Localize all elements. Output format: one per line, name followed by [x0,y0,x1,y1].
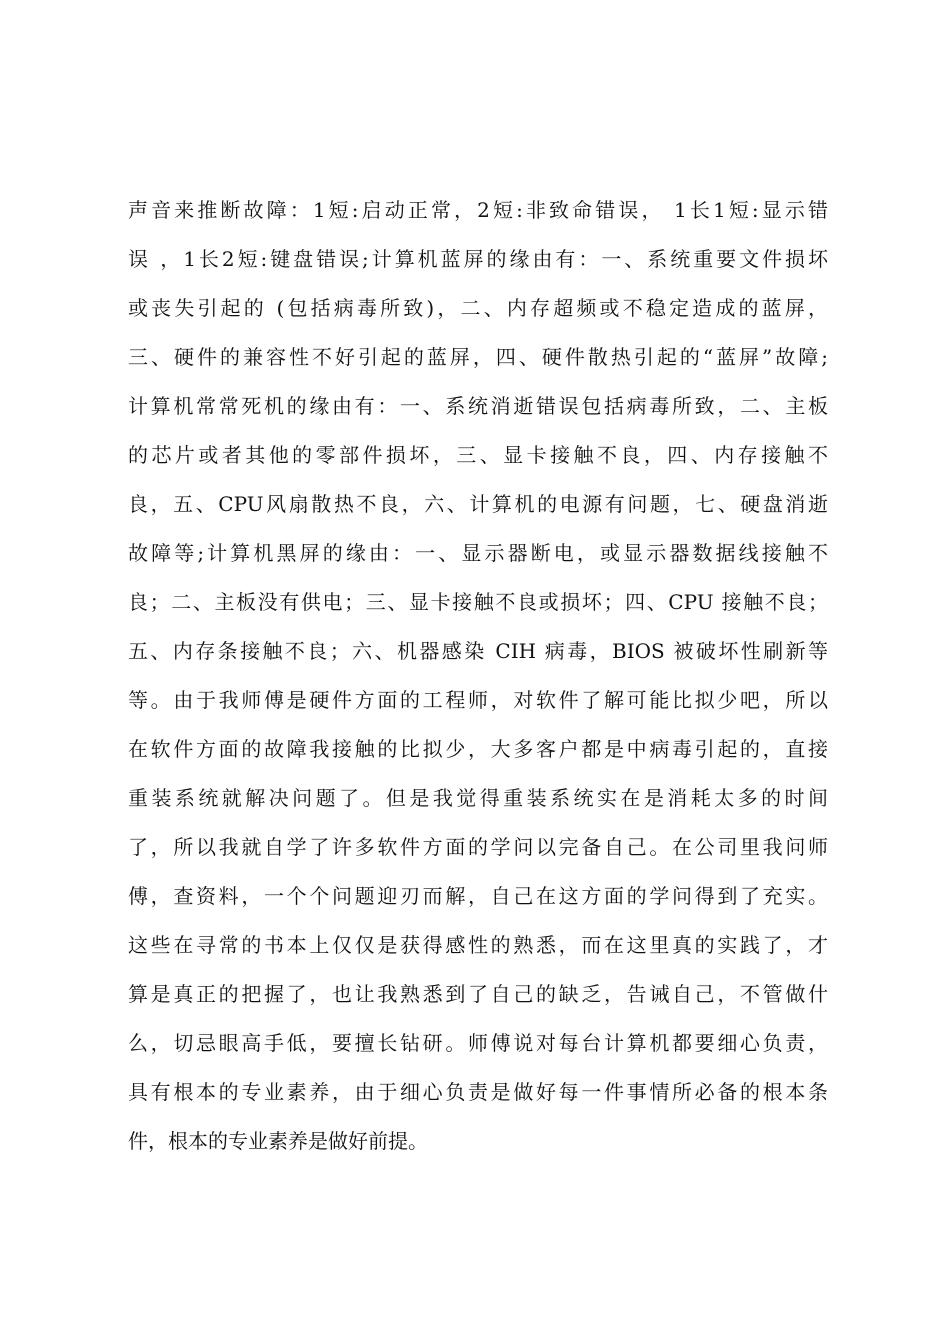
text-line: 计算机常常死机的缘由有：一、系统消逝错误包括病毒所致，二、主板 [128,394,828,418]
text-line: 在软件方面的故障我接触的比拟少，大多客户都是中病毒引起的，直接 [128,737,828,761]
text-line: 这些在寻常的书本上仅仅是获得感性的熟悉，而在这里真的实践了，才 [128,933,828,957]
text-line: 五、内存条接触不良；六、机器感染 CIH 病毒，BIOS 被破坏性刷新等 [128,639,828,663]
text-line: 件，根本的专业素养是做好前提。 [128,1129,428,1153]
text-line: 了，所以我就自学了许多软件方面的学问以完备自己。在公司里我问师 [128,835,828,859]
text-line: 故障等;计算机黑屏的缘由：一、显示器断电，或显示器数据线接触不 [128,541,828,565]
text-line: 三、硬件的兼容性不好引起的蓝屏，四、硬件散热引起的“蓝屏”故障; [128,345,828,369]
text-line: 良，五、CPU风扇散热不良，六、计算机的电源有问题，七、硬盘消逝 [128,492,828,516]
text-line: 傅，查资料，一个个问题迎刃而解，自己在这方面的学问得到了充实。 [128,884,828,908]
text-line: 重装系统就解决问题了。但是我觉得重装系统实在是消耗太多的时间 [128,786,828,810]
text-line: 等。由于我师傅是硬件方面的工程师，对软件了解可能比拟少吧，所以 [128,688,828,712]
text-line: 算是真正的把握了，也让我熟悉到了自己的缺乏，告诫自己，不管做什 [128,982,828,1006]
text-line: 声音来推断故障：1短:启动正常，2短:非致命错误， 1长1短:显示错 [128,198,828,222]
text-line: 误 ，1长2短:键盘错误;计算机蓝屏的缘由有：一、系统重要文件损坏 [128,247,828,271]
text-line: 么，切忌眼高手低，要擅长钻研。师傅说对每台计算机都要细心负责， [128,1031,828,1055]
text-line: 良；二、主板没有供电；三、显卡接触不良或损坏；四、CPU 接触不良； [128,590,828,614]
body-paragraph [128,186,828,1166]
text-line: 或丧失引起的 (包括病毒所致)，二、内存超频或不稳定造成的蓝屏， [128,296,828,320]
text-line: 的芯片或者其他的零部件损坏，三、显卡接触不良，四、内存接触不 [128,443,828,467]
text-line: 具有根本的专业素养，由于细心负责是做好每一件事情所必备的根本条 [128,1080,828,1104]
